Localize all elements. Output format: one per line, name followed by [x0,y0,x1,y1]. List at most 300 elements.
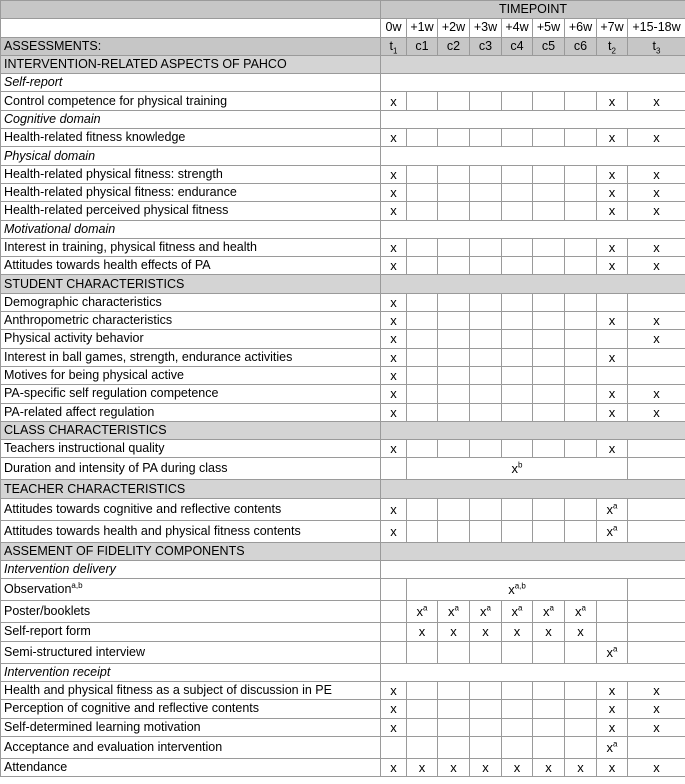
timepoint-mark: x [390,240,397,255]
week-header-cell: +6w [565,19,597,37]
timepoint-mark-cell [565,440,597,458]
timepoint-mark-cell [533,366,565,384]
timepoint-mark-cell [502,440,533,458]
timepoint-mark: x [511,461,519,477]
timepoint-mark: x [608,203,616,219]
continuous-mark-cell [407,458,628,480]
assessment-label: Anthropometric characteristics [1,312,381,330]
timepoint-mark: x [653,683,660,699]
timepoint-mark-cell [407,385,438,403]
header-blank-cell [1,1,381,19]
timepoint-mark-cell [381,681,407,699]
timepoint-mark-cell [470,92,502,110]
timepoint-mark-cell [597,623,628,641]
timepoint-mark-cell [533,257,565,275]
timepoint-mark-cell [438,385,470,403]
timepoint-mark: x [577,624,584,640]
timepoint-mark-cell [565,312,597,330]
assessment-label: Attitudes towards health and physical fitness contents [1,520,381,542]
timepoint-mark-cell [597,183,628,201]
timepoint-mark-cell [597,92,628,110]
timepoint-mark: x [653,386,660,402]
timepoint-mark-cell [533,202,565,220]
assessments-label: ASSESSMENTS: [1,37,381,55]
timepoint-mark-cell [407,641,438,663]
timepoint-mark-cell [628,623,685,641]
timepoint-mark-cell [533,758,565,776]
weeks-header-row [1,19,685,37]
subsection-filler [381,74,685,92]
timepoint-mark-cell [407,202,438,220]
assessment-row [1,366,685,384]
assessment-row [1,700,685,718]
week-header-cell: +1w [407,19,438,37]
timepoint-mark-cell [381,165,407,183]
timepoint-mark-cell [381,403,407,421]
assessment-label-text: Observation [4,582,72,597]
footnote-mark: a,b [514,581,526,591]
timepoint-mark-cell [407,736,438,758]
footnote-mark: a [454,603,459,613]
timepoint-mark: x [577,759,584,775]
timepoint-code-index: 1 [393,46,398,56]
timepoint-mark-cell [502,623,533,641]
timepoint-mark: x [653,93,660,109]
subsection-filler [381,220,685,238]
section-filler [381,421,685,439]
section-filler [381,55,685,73]
timepoint-mark: x [390,386,397,402]
assessment-row [1,257,685,275]
timepoint-mark: x [390,349,397,365]
subsection-filler [381,663,685,681]
timepoint-mark-cell [470,366,502,384]
timepoint-mark-cell [407,348,438,366]
timepoint-mark: x [508,582,515,598]
timepoint-mark: x [390,404,397,420]
assessment-label: Interest in ball games, strength, endurance activities [1,348,381,366]
timepoint-mark-cell [533,700,565,718]
timepoint-mark-cell [381,238,407,256]
timepoint-mark: x [418,759,426,775]
timepoint-mark-cell [597,238,628,256]
timepoint-mark: x [608,701,616,717]
timepoint-code-cell [381,37,407,55]
timepoint-mark-cell [438,520,470,542]
assessment-label: Health-related physical fitness: endurance [1,183,381,201]
assessment-row [1,202,685,220]
timepoint-mark-cell [438,601,470,623]
timepoint-mark-cell [597,366,628,384]
timepoint-mark-cell [533,736,565,758]
section-filler [381,542,685,560]
timepoint-code: c2 [446,38,461,53]
timepoint-mark-cell [628,238,685,256]
timepoint-mark-cell [597,700,628,718]
assessment-row [1,92,685,110]
timepoint-code: c1 [415,38,429,53]
timepoint-mark: x [390,166,397,182]
timepoint-mark-cell [533,92,565,110]
timepoint-code-index: 2 [611,46,616,56]
timepoint-mark: x [653,240,660,255]
assessment-label: Health and physical fitness as a subject of discussion in PE [1,681,381,699]
timepoint-mark-cell [533,601,565,623]
timepoint-mark-cell [565,238,597,256]
timepoint-mark: x [390,185,397,201]
footnote-mark: a [613,644,618,654]
timepoint-mark: x [390,683,397,699]
assessment-label: Physical activity behavior [1,330,381,348]
timepoint-code: c3 [478,38,493,53]
timepoint-mark-cell [628,403,685,421]
section-filler [381,275,685,293]
assessment-row [1,623,685,641]
subsection-row [1,110,685,128]
timepoint-mark-cell [470,403,502,421]
timepoint-mark-cell [502,257,533,275]
assessment-label: PA-related affect regulation [1,403,381,421]
timepoint-mark: x [653,719,660,735]
timepoint-mark: x [450,624,457,640]
timepoint-code-index: 3 [656,46,661,56]
assessment-label [1,579,381,601]
timepoint-mark: x [390,294,397,310]
timepoint-label: TIMEPOINT [381,1,685,19]
assessment-label: Health-related physical fitness: strength [1,165,381,183]
week-header-cell: +3w [470,19,502,37]
timepoint-mark-cell [470,641,502,663]
timepoint-mark: x [653,313,660,329]
timepoint-mark-cell [565,330,597,348]
timepoint-mark-cell [597,330,628,348]
timepoint-mark-cell [533,165,565,183]
timepoint-mark-cell [628,366,685,384]
timepoint-mark-cell [381,641,407,663]
timepoint-mark-cell [597,718,628,736]
timepoint-mark-cell [565,366,597,384]
timepoint-mark-cell [597,403,628,421]
subsection-filler [381,110,685,128]
footnote-mark: a [613,523,618,533]
timepoint-mark-cell [628,700,685,718]
week-header-cell: +15-18w [628,19,685,37]
timepoint-mark-cell [628,718,685,736]
timepoint-code: t [389,38,394,53]
timepoint-mark-cell [381,385,407,403]
timepoint-mark-cell [565,718,597,736]
timepoint-mark-cell [381,348,407,366]
timepoint-mark-cell [597,312,628,330]
assessment-label: Poster/booklets [1,601,381,623]
timepoint-mark-cell [565,700,597,718]
timepoint-mark-cell [407,366,438,384]
timepoint-mark-cell [502,366,533,384]
timepoint-mark-cell [565,758,597,776]
assessment-row [1,238,685,256]
timepoint-mark: x [448,604,455,620]
footnote-mark: a,b [71,581,83,591]
table-body [1,55,685,776]
timepoint-mark: x [390,203,397,219]
timepoint-mark: x [608,240,616,255]
assessment-row [1,758,685,776]
assessment-label: Semi-structured interview [1,641,381,663]
timepoint-mark-cell [533,623,565,641]
timepoint-code-cell [470,37,502,55]
timepoint-mark-cell [470,202,502,220]
timepoint-mark-cell [502,165,533,183]
timepoint-mark-cell [381,183,407,201]
assessment-row [1,129,685,147]
timepoint-mark-cell [470,312,502,330]
timepoint-mark-cell [407,238,438,256]
timepoint-mark: x [608,404,616,420]
timepoint-mark-cell [597,440,628,458]
timepoint-mark-cell [470,520,502,542]
timepoint-mark-cell [407,403,438,421]
assessment-row [1,385,685,403]
timepoint-mark: x [416,604,424,620]
assessment-row [1,579,685,601]
timepoint-mark-cell [628,330,685,348]
subsection-filler [381,561,685,579]
timepoint-mark-cell [628,758,685,776]
timepoint-mark-cell [470,736,502,758]
timepoint-mark-cell [381,202,407,220]
footnote-mark: a [486,603,491,613]
timepoint-mark-cell [381,458,407,480]
assessment-row [1,458,685,480]
assessment-label: Health-related fitness knowledge [1,129,381,147]
assessment-row [1,312,685,330]
timepoint-mark-cell [565,183,597,201]
section-row [1,542,685,560]
timepoint-mark: x [511,604,519,620]
timepoint-mark: x [606,501,614,517]
timepoint-mark-cell [438,718,470,736]
footnote-mark: a [581,603,586,613]
timepoint-mark-cell [565,498,597,520]
assessment-row [1,165,685,183]
section-title: INTERVENTION-RELATED ASPECTS OF PAHCO [1,55,381,73]
timepoint-mark-cell [407,92,438,110]
timepoint-mark: x [608,166,616,182]
timepoint-mark-cell [470,498,502,520]
subsection-row [1,663,685,681]
timepoint-mark-cell [502,641,533,663]
timepoint-mark-cell [470,257,502,275]
timepoint-mark-cell [628,293,685,311]
assessment-label: Control competence for physical training [1,92,381,110]
timepoint-mark-cell [381,312,407,330]
assessment-label: Health-related perceived physical fitness [1,202,381,220]
timepoint-mark-cell [381,623,407,641]
timepoint-mark-cell [438,202,470,220]
timepoint-mark-cell [438,736,470,758]
timepoint-mark-cell [381,129,407,147]
timepoint-mark-cell [407,165,438,183]
timepoint-code: c5 [541,38,556,53]
subsection-title: Physical domain [1,147,381,165]
timepoint-mark-cell [438,498,470,520]
timepoint-mark-cell [565,202,597,220]
timepoint-code: c6 [573,38,588,53]
timepoint-mark-cell [438,700,470,718]
assessment-row [1,498,685,520]
timepoint-mark-cell [533,520,565,542]
timepoint-mark-cell [470,623,502,641]
timepoint-mark-cell [438,403,470,421]
timepoint-mark-cell [407,330,438,348]
assessment-row [1,330,685,348]
timepoint-mark-cell [470,385,502,403]
timepoint-mark-cell [628,681,685,699]
timepoint-mark-cell [407,758,438,776]
assessment-label: Teachers instructional quality [1,440,381,458]
assessment-label: Motives for being physical active [1,366,381,384]
timepoint-mark: x [390,701,397,717]
timepoint-mark: x [653,185,660,201]
timepoint-code: c4 [510,38,524,53]
timepoint-mark: x [390,313,397,329]
timepoint-mark-cell [470,129,502,147]
timepoint-mark-cell [407,718,438,736]
assessment-label: Acceptance and evaluation intervention [1,736,381,758]
timepoint-mark-cell [565,681,597,699]
timepoint-mark-cell [628,165,685,183]
footnote-mark: b [518,461,523,471]
timepoint-mark: x [608,130,616,146]
timepoint-mark-cell [407,183,438,201]
assessment-label: Demographic characteristics [1,293,381,311]
section-filler [381,480,685,498]
timepoint-mark-cell [438,129,470,147]
timepoint-mark: x [513,759,521,775]
timepoint-code-cell [438,37,470,55]
assessment-row [1,520,685,542]
timepoint-mark-cell [502,520,533,542]
section-title: ASSEMENT OF FIDELITY COMPONENTS [1,542,381,560]
timepoint-mark-cell [565,92,597,110]
timepoint-mark-cell [628,257,685,275]
assessment-label: Attendance [1,758,381,776]
assessment-label [1,458,381,480]
timepoint-mark-cell [533,238,565,256]
assessment-row [1,440,685,458]
timepoint-mark-cell [381,579,407,601]
timepoint-mark-cell [502,498,533,520]
continuous-mark-cell [407,579,628,601]
timepoint-mark: x [390,523,397,539]
timepoint-mark: x [390,130,397,146]
timepoint-mark-cell [502,330,533,348]
timepoint-mark-cell [533,385,565,403]
timepoint-header-row [1,1,685,19]
timepoint-mark-cell [628,458,685,480]
timepoint-mark-cell [470,700,502,718]
timepoint-mark-cell [533,293,565,311]
timepoint-mark: x [543,604,550,620]
timepoint-mark-cell [470,440,502,458]
timepoint-mark-cell [597,758,628,776]
timepoint-mark-cell [533,183,565,201]
timepoint-mark-cell [502,403,533,421]
timepoint-mark-cell [628,498,685,520]
timepoint-mark-cell [628,641,685,663]
timepoint-mark: x [653,331,660,347]
timepoint-mark-cell [565,736,597,758]
timepoint-mark-cell [438,330,470,348]
timepoint-mark: x [482,759,489,775]
footnote-mark: a [423,603,428,613]
timepoint-mark: x [390,93,397,109]
subsection-title: Self-report [1,74,381,92]
timepoint-mark-cell [438,312,470,330]
subsection-row [1,561,685,579]
timepoint-mark: x [545,624,552,640]
subsection-title: Motivational domain [1,220,381,238]
assessment-row [1,348,685,366]
assessment-label: Self-report form [1,623,381,641]
timepoint-mark-cell [381,440,407,458]
assessment-row [1,641,685,663]
timepoint-mark: x [606,523,614,539]
timepoint-mark-cell [407,601,438,623]
footnote-mark: a [518,603,523,613]
timepoint-mark-cell [438,641,470,663]
timepoint-mark-cell [502,183,533,201]
timepoint-mark-cell [565,129,597,147]
timepoint-mark-cell [533,718,565,736]
timepoint-mark-cell [597,293,628,311]
timepoint-mark-cell [502,736,533,758]
timepoint-mark-cell [438,623,470,641]
timepoint-mark: x [390,501,397,517]
footnote-mark: a [613,739,618,749]
timepoint-mark-cell [533,129,565,147]
timepoint-mark-cell [628,601,685,623]
timepoint-mark-cell [565,623,597,641]
assessment-label: Perception of cognitive and reflective contents [1,700,381,718]
timepoint-mark-cell [381,366,407,384]
timepoint-mark-cell [597,520,628,542]
timepoint-code: t [652,38,657,53]
timepoint-mark-cell [565,641,597,663]
timepoint-mark-cell [533,440,565,458]
timepoint-mark-cell [470,601,502,623]
timepoint-mark: x [575,604,582,620]
timepoint-mark: x [390,258,397,274]
assessment-label: Self-determined learning motivation [1,718,381,736]
timepoint-mark-cell [628,520,685,542]
timepoint-mark: x [390,368,397,384]
timepoint-mark: x [513,624,521,640]
assessment-row [1,681,685,699]
timepoint-mark-cell [597,385,628,403]
timepoint-mark: x [608,185,616,201]
timepoint-mark-cell [628,385,685,403]
weeks-blank-cell [1,19,381,37]
subsection-row [1,220,685,238]
timepoint-mark-cell [502,202,533,220]
section-title: CLASS CHARACTERISTICS [1,421,381,439]
timepoint-mark-cell [502,700,533,718]
timepoint-mark-cell [628,129,685,147]
timepoint-mark-cell [533,403,565,421]
timepoint-mark: x [390,719,397,735]
timepoint-mark-cell [628,92,685,110]
